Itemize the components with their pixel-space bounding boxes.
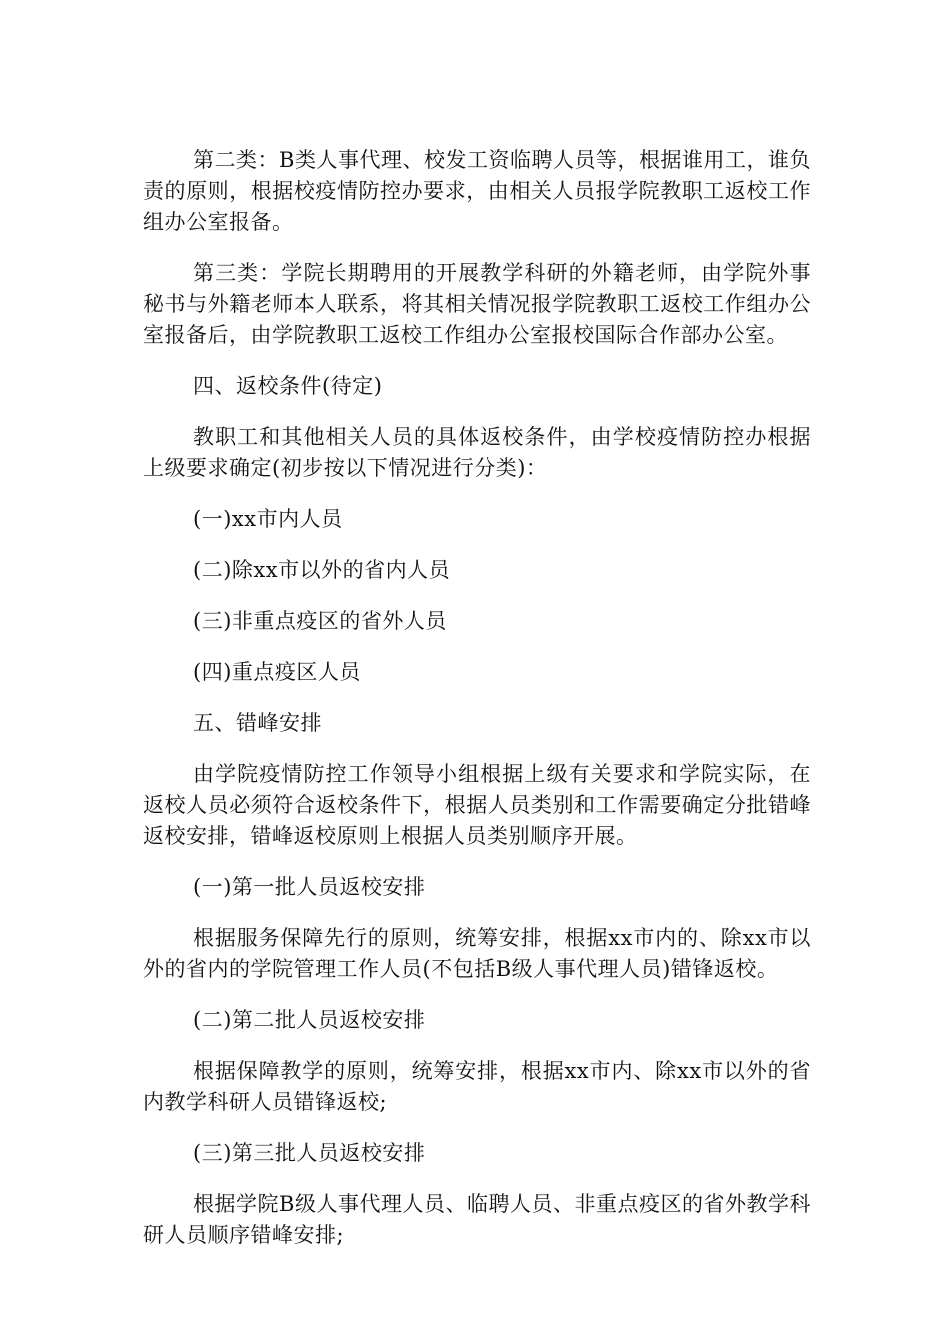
paragraph-first-batch: 根据服务保障先行的原则，统筹安排，根据xx市内的、除xx市以外的省内的学院管理工作人员(不包括B级人事代理人员)错锋返校。 bbox=[143, 926, 811, 981]
paragraph-second-batch: 根据保障教学的原则，统筹安排，根据xx市内、除xx市以外的省内教学科研人员错锋返校; bbox=[143, 1059, 811, 1114]
paragraph-third-batch: 根据学院B级人事代理人员、临聘人员、非重点疫区的省外教学科研人员顺序错峰安排; bbox=[143, 1192, 811, 1247]
heading-first-batch: (一)第一批人员返校安排 bbox=[193, 875, 426, 899]
heading-third-batch: (三)第三批人员返校安排 bbox=[193, 1141, 426, 1165]
paragraph-return-conditions: 教职工和其他相关人员的具体返校条件，由学校疫情防控办根据上级要求确定(初步按以下情况进行分类)： bbox=[143, 425, 811, 480]
paragraph-category-two: 第二类：B类人事代理、校发工资临聘人员等，根据谁用工，谁负责的原则，根据校疫情防控办要求，由相关人员报学院教职工返校工作组办公室报备。 bbox=[143, 148, 811, 234]
heading-second-batch: (二)第二批人员返校安排 bbox=[193, 1008, 426, 1032]
paragraph-staggered-arrangement: 由学院疫情防控工作领导小组根据上级有关要求和学院实际，在返校人员必须符合返校条件下，根据人员类别和工作需要确定分批错峰返校安排，错峰返校原则上根据人员类别顺序开展。 bbox=[143, 762, 811, 848]
document-page bbox=[143, 145, 811, 1251]
list-item-city: (一)xx市内人员 bbox=[193, 507, 343, 531]
heading-staggered-arrangement: 五、错峰安排 bbox=[193, 711, 322, 735]
heading-return-conditions: 四、返校条件(待定) bbox=[193, 374, 383, 398]
list-item-outside-province: (三)非重点疫区的省外人员 bbox=[193, 609, 447, 633]
list-item-key-area: (四)重点疫区人员 bbox=[193, 660, 361, 684]
list-item-province: (二)除xx市以外的省内人员 bbox=[193, 558, 451, 582]
paragraph-category-three: 第三类：学院长期聘用的开展教学科研的外籍老师，由学院外事秘书与外籍老师本人联系，将其相关情况报学院教职工返校工作组办公室报备后，由学院教职工返校工作组办公室报校国际合作部办公室。 bbox=[143, 261, 811, 347]
